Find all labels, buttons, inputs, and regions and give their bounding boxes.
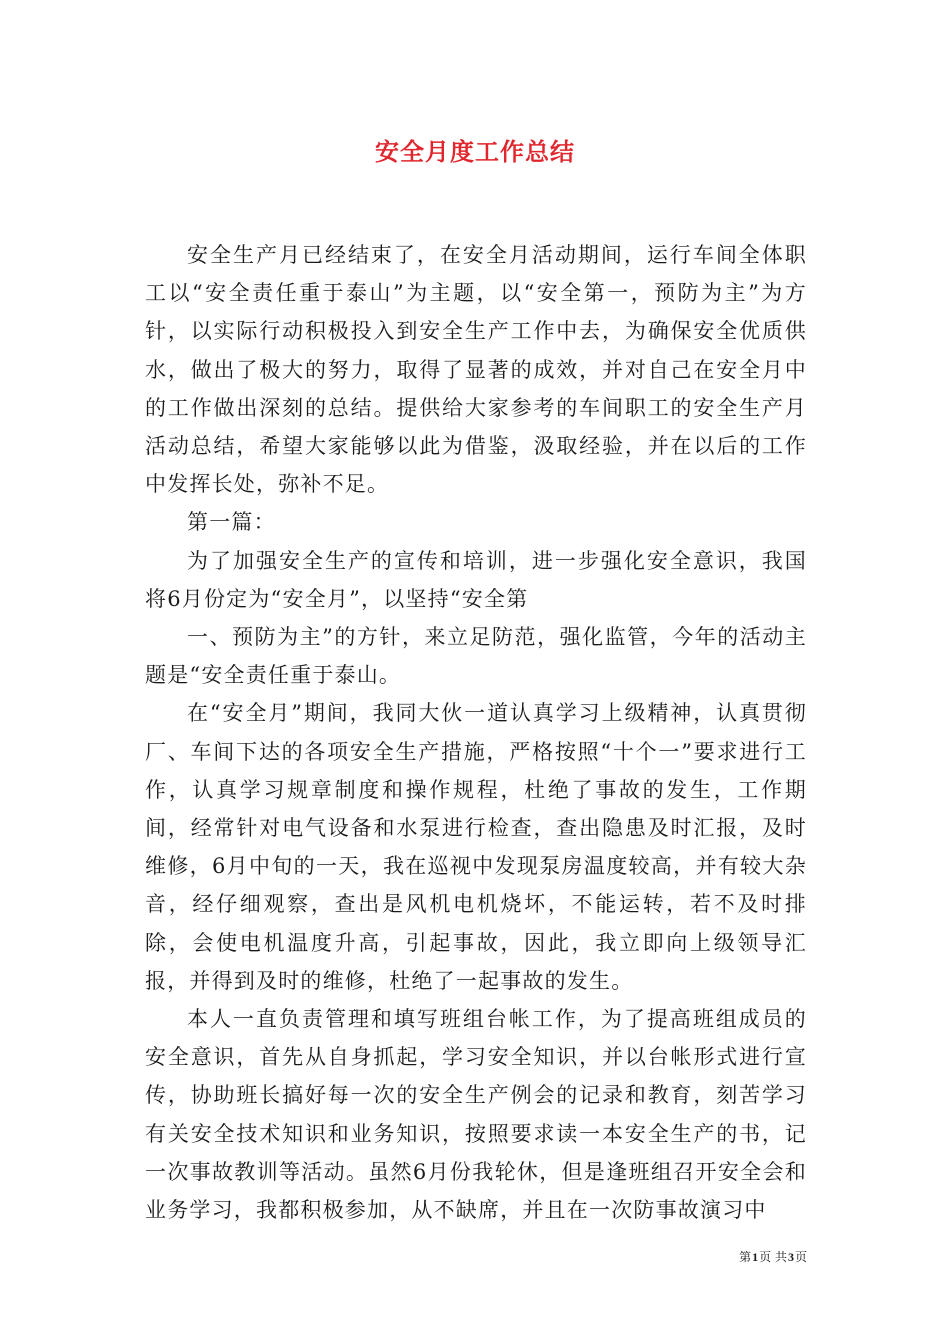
footer-suffix: 页 [794, 1250, 807, 1264]
paragraph-5: 本人一直负责管理和填写班组台帐工作，为了提高班组成员的安全意识，首先从自身抓起，学习安全知识，并以台帐形式进行宣传，协助班长搞好每一次的安全生产例会的记录和教育，刻苦学习有关安全技术知识和业务知识，按照要求读一本安全生产的书，记一次事故教训等活动。虽然6月份我轮休，但是逢班组召开安全会和业务学习，我都积极参加，从不缺席，并且在一次防事故演习中 [145, 1007, 807, 1223]
footer-middle: 页 共 [759, 1250, 787, 1264]
footer-prefix: 第 [739, 1250, 752, 1264]
document-body [145, 236, 807, 1229]
paragraph-2: 为了加强安全生产的宣传和培训，进一步强化安全意识，我国将6月份定为“安全月”，以坚持“安全第 [145, 548, 807, 611]
paragraph-4: 在“安全月”期间，我同大伙一道认真学习上级精神，认真贯彻厂、车间下达的各项安全生产措施，严格按照“十个一”要求进行工作，认真学习规章制度和操作规程，杜绝了事故的发生，工作期间，经常针对电气设备和水泵进行检查，查出隐患及时汇报，及时维修，6月中旬的一天，我在巡视中发现泵房温度较高，并有较大杂音，经仔细观察，查出是风机电机烧坏，不能运转，若不及时排除，会使电机温度升高，引起事故，因此，我立即向上级领导汇报，并得到及时的维修，杜绝了一起事故的发生。 [145, 701, 807, 993]
page-title: 安全月度工作总结 [375, 137, 575, 166]
footer-total-pages: 3 [787, 1250, 794, 1264]
paragraph-3: 一、预防为主”的方针，来立足防范，强化监管，今年的活动主题是“安全责任重于泰山。 [145, 625, 807, 688]
page-footer [739, 1248, 807, 1265]
footer-page-number: 1 [752, 1250, 759, 1264]
paragraph-section-heading: 第一篇： [187, 510, 276, 535]
paragraph-intro: 安全生产月已经结束了，在安全月活动期间，运行车间全体职工以“安全责任重于泰山”为主题，以“安全第一，预防为主”为方针，以实际行动积极投入到安全生产工作中去，为确保安全优质供水，做出了极大的努力，取得了显著的成效，并对自己在安全月中的工作做出深刻的总结。提供给大家参考的车间职工的安全生产月活动总结，希望大家能够以此为借鉴，汲取经验，并在以后的工作中发挥长处，弥补不足。 [145, 243, 807, 497]
